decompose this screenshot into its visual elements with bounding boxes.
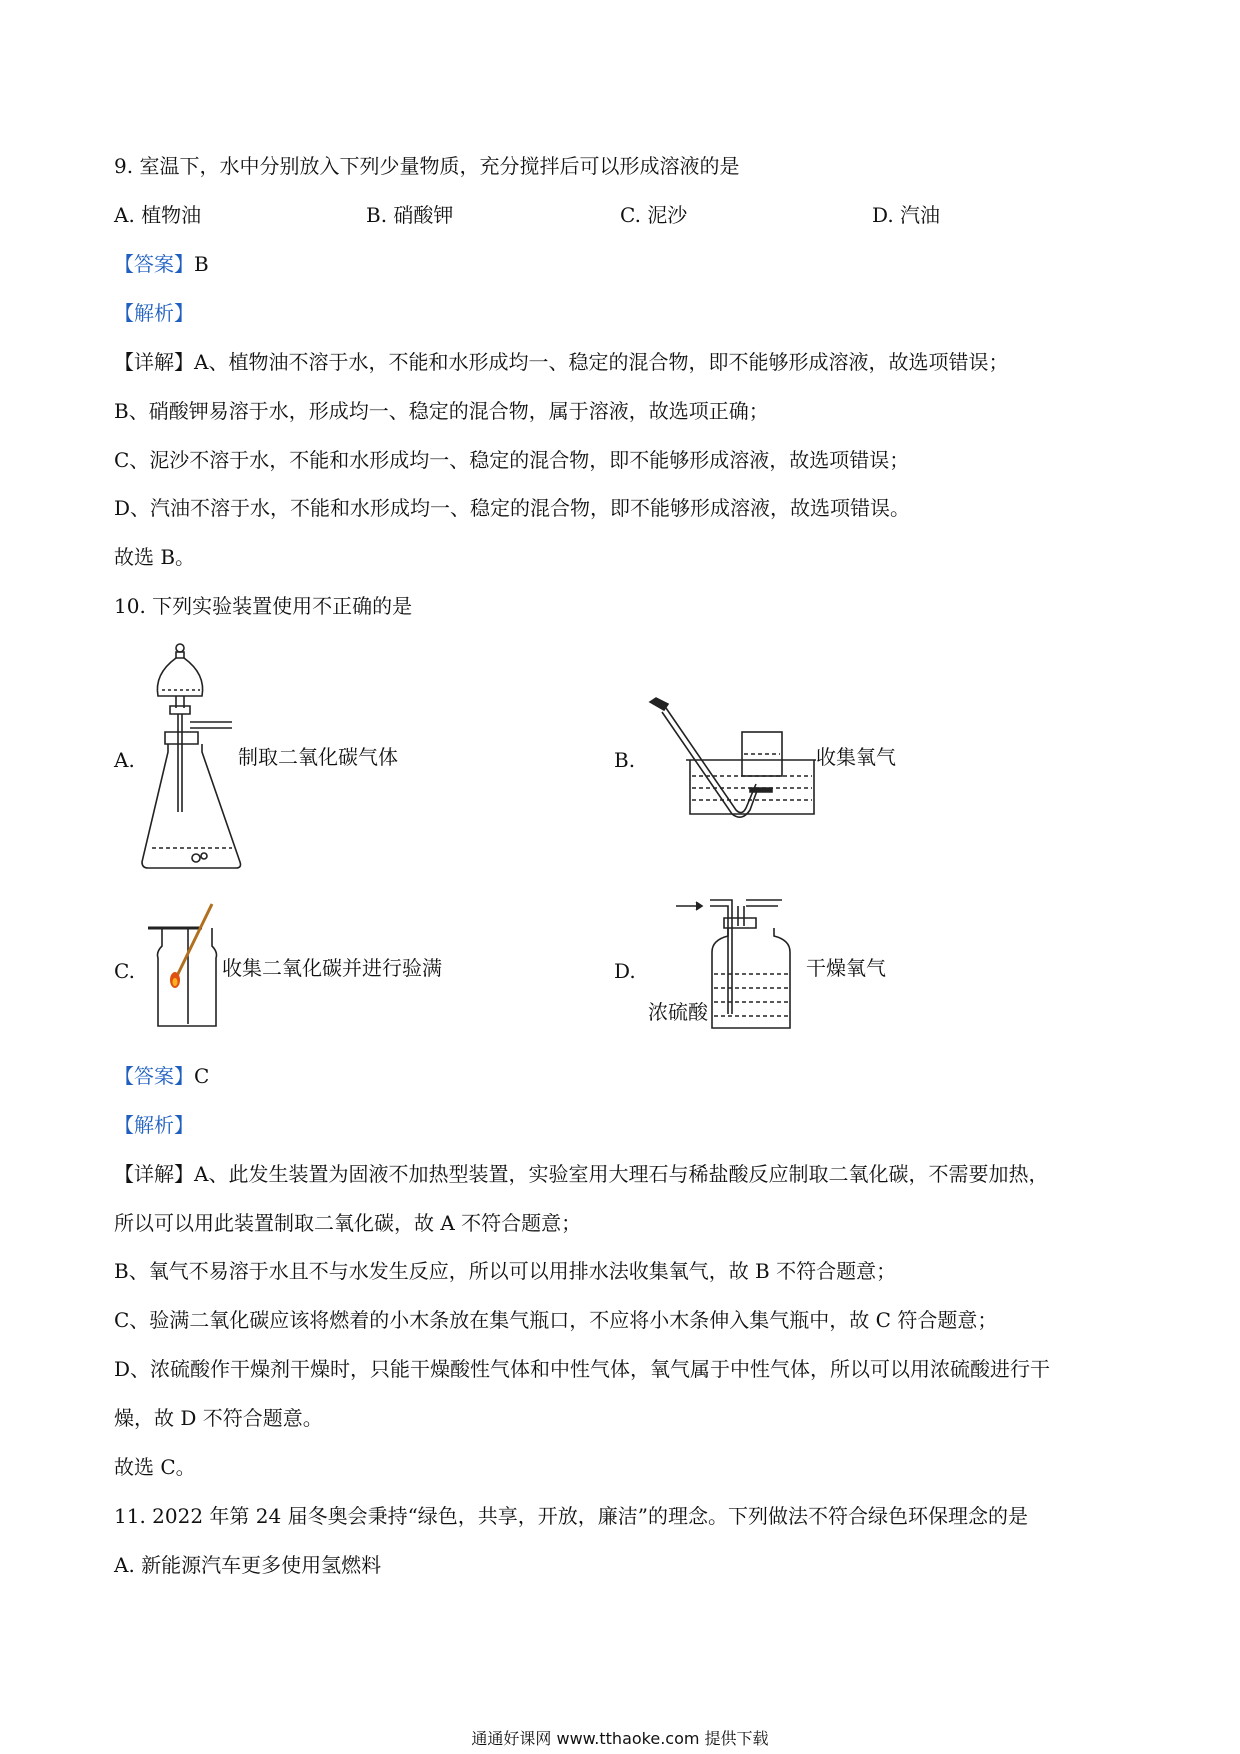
q10-d-reagent-label: 浓硫酸 <box>648 1000 708 1024</box>
q10-option-d-letter: D. <box>614 959 636 983</box>
detail-tag: 【详解】 <box>114 350 194 374</box>
water-trough-figure <box>646 688 816 828</box>
q9-answer <box>114 250 209 278</box>
q10-caption-d: 干燥氧气 <box>806 956 886 980</box>
flask-apparatus-figure <box>140 640 250 872</box>
answer-tag: 【答案】 <box>114 1064 194 1088</box>
q10-analysis-tag: 【解析】 <box>114 1113 194 1137</box>
q10-detail-line: C、验满二氧化碳应该将燃着的小木条放在集气瓶口，不应将小木条伸入集气瓶中，故 C 符合题意； <box>114 1308 998 1332</box>
detail-text: A、植物油不溶于水，不能和水形成均一、稳定的混合物，即不能够形成溶液，故选项错误； <box>194 350 1009 374</box>
q9-option-a: A. 植物油 <box>114 203 202 227</box>
q10-option-c-letter: C. <box>114 959 135 983</box>
q9-detail-line: C、泥沙不溶于水，不能和水形成均一、稳定的混合物，即不能够形成溶液，故选项错误； <box>114 448 910 472</box>
q10-detail-line: 所以可以用此装置制取二氧化碳，故 A 不符合题意； <box>114 1211 582 1235</box>
detail-text: A、此发生装置为固液不加热型装置，实验室用大理石与稀盐酸反应制取二氧化碳，不需要加热， <box>194 1162 1049 1186</box>
q9-detail-line <box>114 348 1008 376</box>
q9-option-d: D. 汽油 <box>872 203 941 227</box>
q10-answer <box>114 1062 209 1090</box>
q11-stem: 11. 2022 年第 24 届冬奥会秉持“绿色，共享，开放，廉洁”的理念。下列做法不符合绿色环保理念的是 <box>114 1504 1029 1528</box>
q9-option-b: B. 硝酸钾 <box>366 203 454 227</box>
q10-detail-line: B、氧气不易溶于水且不与水发生反应，所以可以用排水法收集氧气，故 B 不符合题意； <box>114 1259 897 1283</box>
gas-bottle-figure <box>146 900 222 1030</box>
q9-conclusion: 故选 B。 <box>114 545 196 569</box>
answer-value: C <box>194 1064 210 1088</box>
answer-tag: 【答案】 <box>114 252 194 276</box>
q9-analysis-tag: 【解析】 <box>114 301 194 325</box>
q9-detail-line: B、硝酸钾易溶于水，形成均一、稳定的混合物，属于溶液，故选项正确； <box>114 399 769 423</box>
q10-detail-line: 燥，故 D 不符合题意。 <box>114 1406 323 1430</box>
q10-option-b-letter: B. <box>614 748 636 772</box>
q10-caption-a: 制取二氧化碳气体 <box>238 745 398 769</box>
answer-value: B <box>194 252 209 276</box>
q10-conclusion: 故选 C。 <box>114 1455 196 1479</box>
q10-option-a-letter: A. <box>114 748 135 772</box>
q10-stem: 10. 下列实验装置使用不正确的是 <box>114 594 413 618</box>
q9-stem: 9. 室温下，水中分别放入下列少量物质，充分搅拌后可以形成溶液的是 <box>114 154 740 178</box>
q9-option-c: C. 泥沙 <box>620 203 688 227</box>
q11-option-a: A. 新能源汽车更多使用氢燃料 <box>114 1553 382 1577</box>
q9-detail-line: D、汽油不溶于水，不能和水形成均一、稳定的混合物，即不能够形成溶液，故选项错误。 <box>114 496 911 520</box>
q10-caption-c: 收集二氧化碳并进行验满 <box>222 956 442 980</box>
q10-caption-b: 收集氧气 <box>816 745 896 769</box>
page-footer: 通通好课网 www.tthaoke.com 提供下载 <box>471 1729 769 1748</box>
q10-detail-line: D、浓硫酸作干燥剂干燥时，只能干燥酸性气体和中性气体，氧气属于中性气体，所以可以用浓硫酸进行干 <box>114 1357 1051 1381</box>
q10-detail-line <box>114 1160 1048 1188</box>
detail-tag: 【详解】 <box>114 1162 194 1186</box>
